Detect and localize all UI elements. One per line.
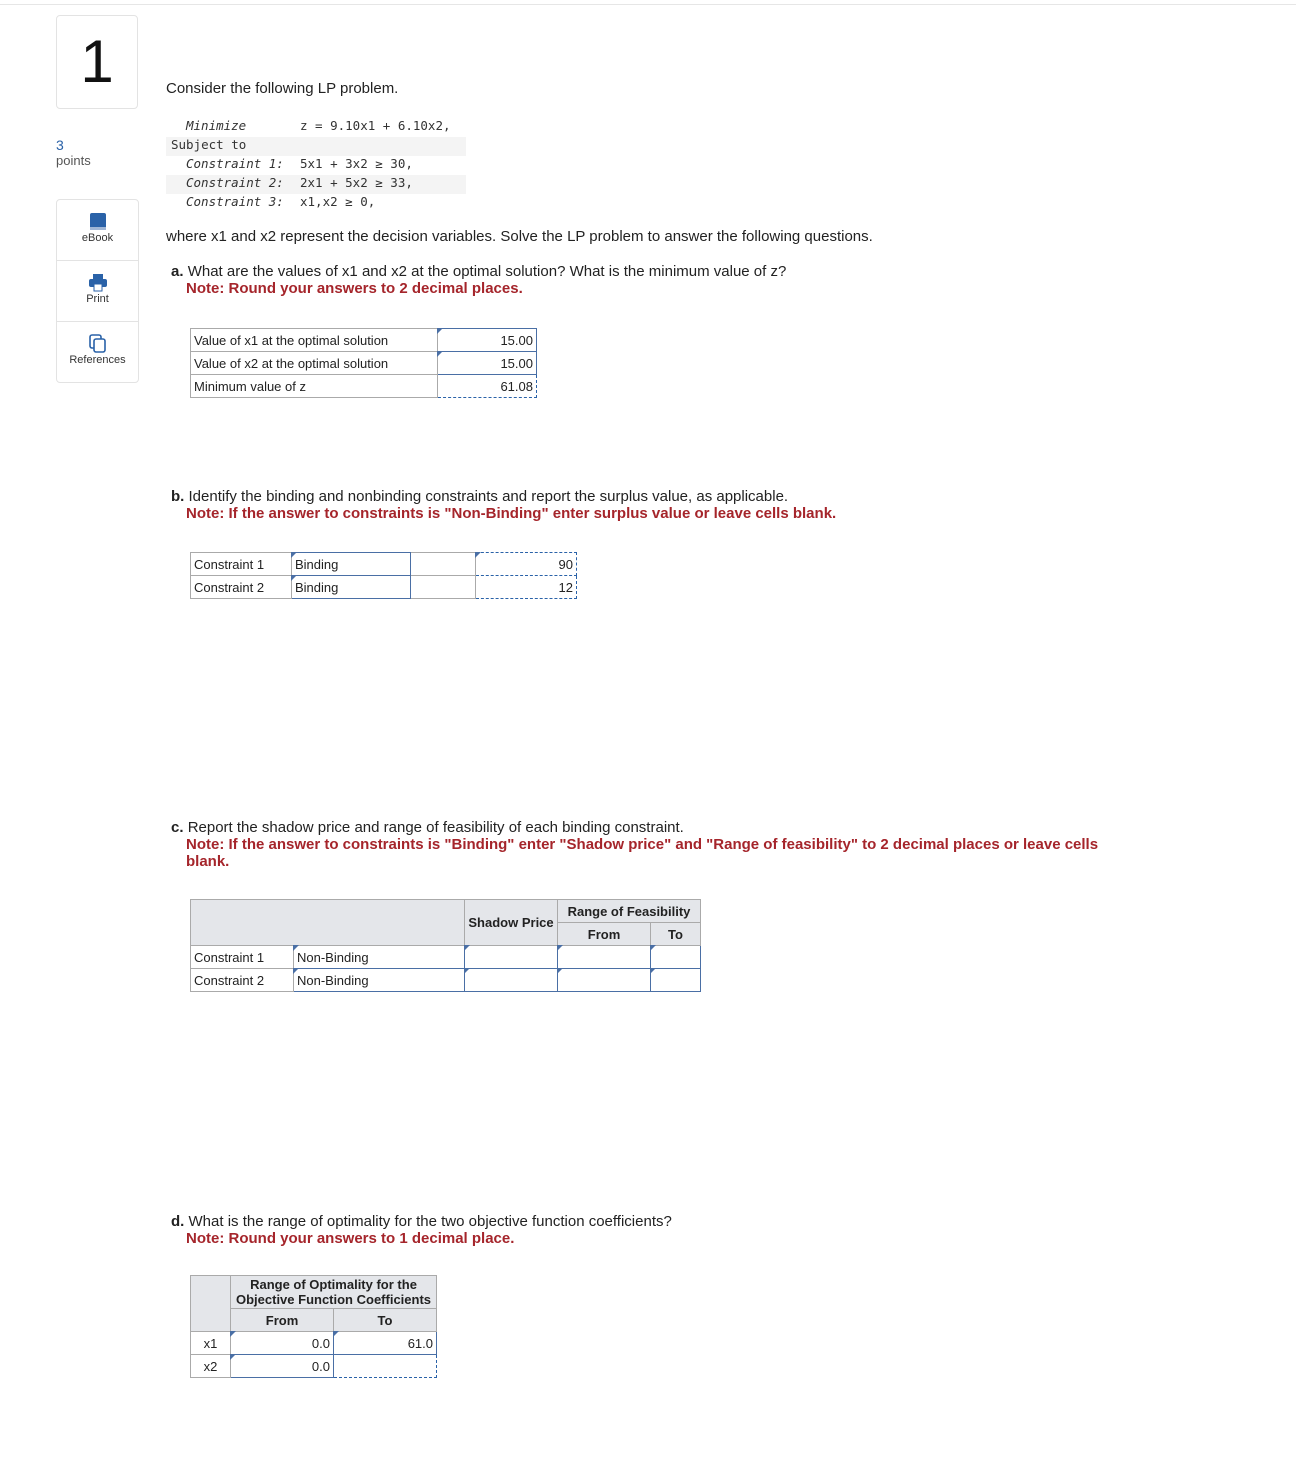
table-row — [191, 969, 701, 992]
question-c — [171, 819, 1098, 870]
b-lead: b. — [171, 488, 185, 505]
header-to: To — [651, 923, 701, 946]
a-note: Note: Round your answers to 2 decimal places. — [186, 280, 523, 297]
question-a — [171, 263, 786, 297]
c1-to-input[interactable] — [651, 946, 701, 969]
header-from: From — [231, 1309, 334, 1332]
c3-expr: x1,x2 ≥ 0, — [300, 194, 376, 209]
header-line-1: Range of Optimality for the — [250, 1277, 417, 1292]
header-shadow-price: Shadow Price — [465, 900, 558, 946]
printer-icon — [88, 261, 108, 293]
points — [56, 137, 91, 169]
c-note: Note: If the answer to constraints is "Binding" enter "Shadow price" and "Range of feasibility" to 2 decimal places or leave cells — [186, 836, 1099, 853]
table-b — [190, 552, 577, 599]
c1-from-input[interactable] — [558, 946, 651, 969]
book-icon — [89, 200, 107, 232]
points-value: 3 — [56, 137, 64, 153]
objective: z = 9.10x1 + 6.10x2, — [300, 118, 451, 133]
table-row — [191, 329, 537, 352]
empty-cell — [411, 576, 476, 599]
x1-to-input[interactable]: 61.0 — [334, 1332, 437, 1355]
header-to: To — [334, 1309, 437, 1332]
c3-label: Constraint 3: — [186, 194, 284, 209]
c2-expr: 2x1 + 5x2 ≥ 33, — [300, 175, 413, 190]
resource-sidebar — [56, 199, 139, 383]
question-d — [171, 1213, 672, 1247]
c2-status-select[interactable]: Non-Binding — [294, 969, 465, 992]
row-label: x1 — [191, 1332, 231, 1355]
ebook-button[interactable] — [57, 200, 138, 261]
empty-cell — [411, 553, 476, 576]
row-label: Constraint 2 — [191, 969, 294, 992]
subject-to: Subject to — [171, 137, 247, 152]
c1-label: Constraint 1: — [186, 156, 284, 171]
header-range-feasibility: Range of Feasibility — [558, 900, 701, 923]
x1-from-input[interactable]: 0.0 — [231, 1332, 334, 1355]
top-divider — [0, 4, 1296, 5]
d-question: What is the range of optimality for the two objective function coefficients? — [188, 1213, 672, 1230]
c1-surplus-input[interactable]: 90 — [476, 553, 577, 576]
z-input[interactable]: 61.08 — [438, 375, 537, 398]
header-from: From — [558, 923, 651, 946]
c2-label: Constraint 2: — [186, 175, 284, 190]
x2-to-input[interactable] — [334, 1355, 437, 1378]
ebook-label: eBook — [81, 232, 114, 244]
row-label: Constraint 1 — [191, 946, 294, 969]
print-label: Print — [86, 293, 109, 305]
row-label: Value of x1 at the optimal solution — [191, 329, 438, 352]
d-note: Note: Round your answers to 1 decimal place. — [186, 1230, 515, 1247]
table-row — [191, 1355, 437, 1378]
c1-status-select[interactable]: Non-Binding — [294, 946, 465, 969]
points-label: points — [56, 153, 91, 168]
c1-expr: 5x1 + 3x2 ≥ 30, — [300, 156, 413, 171]
table-row — [191, 576, 577, 599]
c1-shadow-input[interactable] — [465, 946, 558, 969]
references-label: References — [69, 354, 126, 366]
row-label: Constraint 1 — [191, 553, 292, 576]
intro-text: Consider the following LP problem. — [166, 80, 399, 97]
header-range-optimality — [231, 1276, 437, 1309]
b-note: Note: If the answer to constraints is "Non-Binding" enter surplus value or leave cells blank. — [186, 505, 837, 522]
c2-surplus-input[interactable]: 12 — [476, 576, 577, 599]
row-label: Minimum value of z — [191, 375, 438, 398]
copy-icon — [89, 322, 107, 354]
row-label: Value of x2 at the optimal solution — [191, 352, 438, 375]
header-line-2: Objective Function Coefficients — [235, 1292, 432, 1307]
table-d — [190, 1275, 437, 1378]
a-question: What are the values of x1 and x2 at the optimal solution? What is the minimum value of z? — [187, 263, 787, 280]
x2-from-input[interactable]: 0.0 — [231, 1355, 334, 1378]
a-lead: a. — [171, 263, 184, 280]
table-row — [191, 553, 577, 576]
table-row — [191, 946, 701, 969]
c2-status-select[interactable]: Binding — [292, 576, 411, 599]
c-question: Report the shadow price and range of feasibility of each binding constraint. — [187, 819, 684, 836]
row-label: x2 — [191, 1355, 231, 1378]
table-row — [191, 1332, 437, 1355]
c-note-2: blank. — [186, 853, 230, 870]
row-label: Constraint 2 — [191, 576, 292, 599]
header-blank — [191, 1276, 231, 1332]
d-lead: d. — [171, 1213, 185, 1230]
table-a — [190, 328, 537, 398]
c2-shadow-input[interactable] — [465, 969, 558, 992]
minimize-label: Minimize — [186, 118, 247, 133]
c1-status-select[interactable]: Binding — [292, 553, 411, 576]
x2-input[interactable]: 15.00 — [438, 352, 537, 375]
c2-to-input[interactable] — [651, 969, 701, 992]
table-c — [190, 899, 701, 992]
question-number: 1 — [56, 15, 138, 109]
x1-input[interactable]: 15.00 — [438, 329, 537, 352]
references-button[interactable] — [57, 322, 138, 382]
table-row — [191, 375, 537, 398]
b-question: Identify the binding and nonbinding constraints and report the surplus value, as applicable. — [188, 488, 789, 505]
header-blank — [191, 900, 465, 946]
lp-formulation — [166, 118, 466, 213]
c-lead: c. — [171, 819, 184, 836]
question-b — [171, 488, 836, 522]
where-text: where x1 and x2 represent the decision variables. Solve the LP problem to answer the following questions. — [166, 228, 873, 245]
table-row — [191, 352, 537, 375]
print-button[interactable] — [57, 261, 138, 322]
c2-from-input[interactable] — [558, 969, 651, 992]
